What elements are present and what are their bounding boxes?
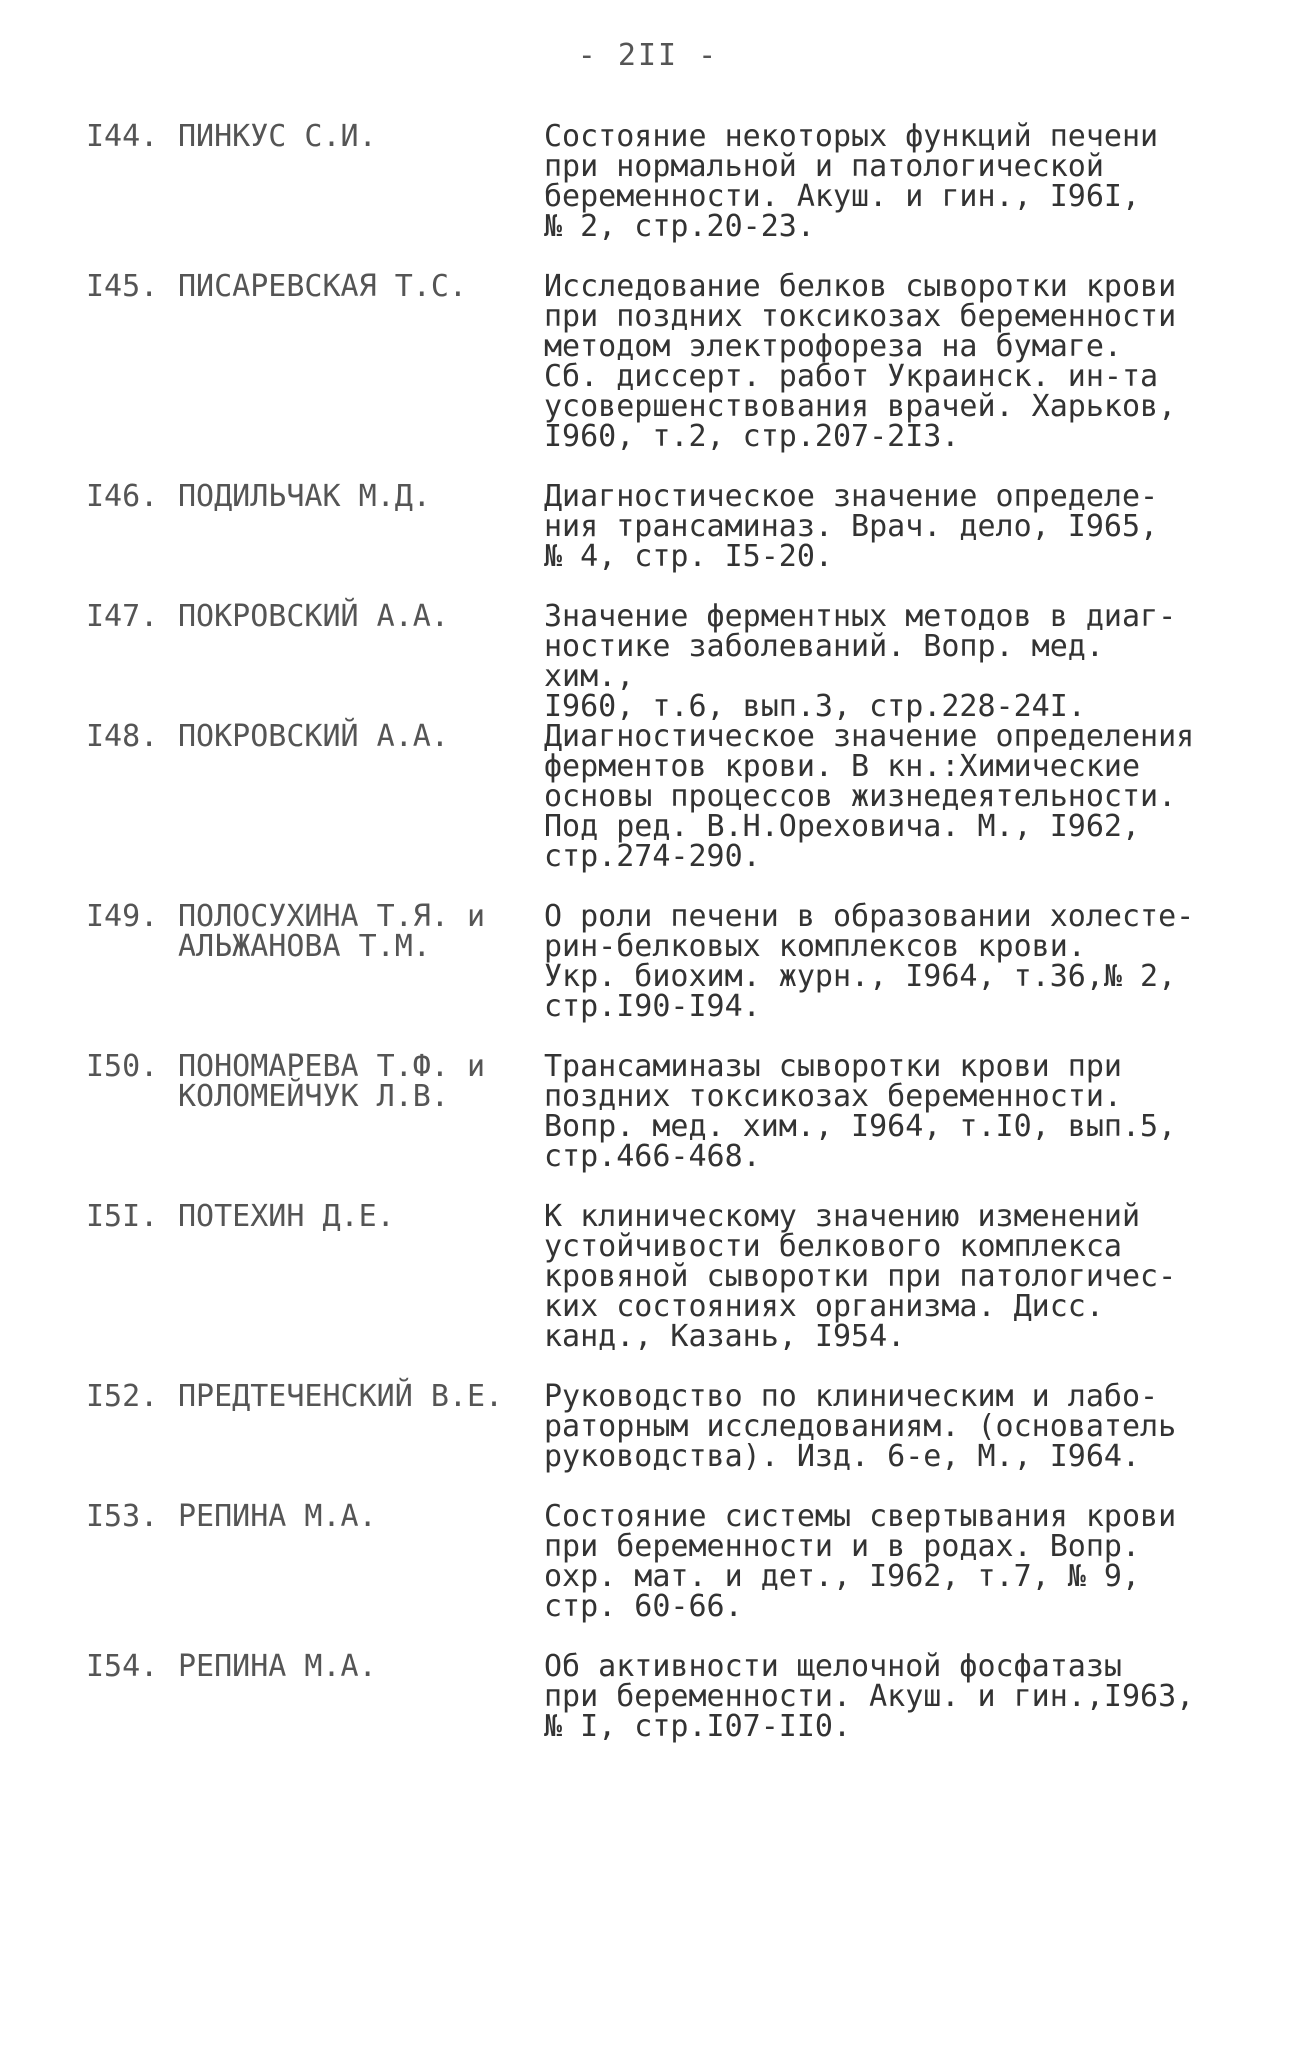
entry-author: ПОНОМАРЕВА Т.Ф. и КОЛОМЕЙЧУК Л.В. [178, 1049, 486, 1114]
entry-author: ПОТЕХИН Д.Е. [178, 1199, 395, 1234]
entry-author: ПОКРОВСКИЙ А.А. [178, 719, 449, 754]
entry-reference: Исследование белков сыворотки крови при поздних токсикозах беременности методом электрофореза на бумаге. Сб. диссерт. работ Украинск. ин-та усовершенствования врачей. Харьков, I960, т.2, стр.207-2I3. [544, 269, 1177, 454]
entry-number: I47. [86, 599, 159, 634]
entry-reference: Диагностическое значение определения ферментов крови. В кн.:Химические основы процессов жизнедеятельности. Под ред. В.Н.Ореховича. М., I962, стр.274-290. [544, 719, 1195, 874]
entry-author: ПРЕДТЕЧЕНСКИЙ В.Е. [178, 1379, 504, 1414]
entry-author: ПОКРОВСКИЙ А.А. [178, 599, 449, 634]
entry-reference: Значение ферментных методов в диаг- ностике заболеваний. Вопр. мед. хим., I960, т.6, вып.3, стр.228-24I. [544, 599, 1177, 724]
entry-author: РЕПИНА М.А. [178, 1649, 377, 1684]
entry-reference: Руководство по клиническим и лабо- раторным исследованиям. (основатель руководства). Изд. 6-е, М., I964. [544, 1379, 1177, 1474]
entry-author: ПОДИЛЬЧАК М.Д. [178, 479, 431, 514]
page-number: - 2II - [577, 38, 719, 73]
entry-number: I54. [86, 1649, 159, 1684]
entry-number: I45. [86, 269, 159, 304]
entry-number: I53. [86, 1499, 159, 1534]
entry-author: ПИСАРЕВСКАЯ Т.С. [178, 269, 467, 304]
entry-number: I44. [86, 119, 159, 154]
entry-number: I5I. [86, 1199, 159, 1234]
entry-number: I52. [86, 1379, 159, 1414]
entry-author: ПИНКУС С.И. [178, 119, 377, 154]
entry-author: РЕПИНА М.А. [178, 1499, 377, 1534]
entry-reference: О роли печени в образовании холесте- рин-белковых комплексов крови. Укр. биохим. журн., I964, т.36,№ 2, стр.I90-I94. [544, 899, 1195, 1024]
entry-number: I48. [86, 719, 159, 754]
entry-reference: Состояние некоторых функций печени при нормальной и патологической беременности. Акуш. и гин., I96I, № 2, стр.20-23. [544, 119, 1159, 244]
entry-author: ПОЛОСУХИНА Т.Я. и АЛЬЖАНОВА Т.М. [178, 899, 486, 964]
entry-reference: Диагностическое значение определе- ния трансаминаз. Врач. дело, I965, № 4, стр. I5-20. [544, 479, 1159, 574]
entry-reference: Трансаминазы сыворотки крови при поздних токсикозах беременности. Вопр. мед. хим., I964, т.I0, вып.5, стр.466-468. [544, 1049, 1177, 1174]
entry-number: I46. [86, 479, 159, 514]
entry-number: I49. [86, 899, 159, 934]
entry-reference: Об активности щелочной фосфатазы при беременности. Акуш. и гин.,I963, № I, стр.I07-II0. [544, 1649, 1195, 1744]
entry-reference: К клиническому значению изменений устойчивости белкового комплекса кровяной сыворотки при патологичес- ких состояниях организма. Дисс. канд., Казань, I954. [544, 1199, 1177, 1354]
entry-number: I50. [86, 1049, 159, 1084]
entry-reference: Состояние системы свертывания крови при беременности и в родах. Вопр. охр. мат. и дет., I962, т.7, № 9, стр. 60-66. [544, 1499, 1177, 1624]
